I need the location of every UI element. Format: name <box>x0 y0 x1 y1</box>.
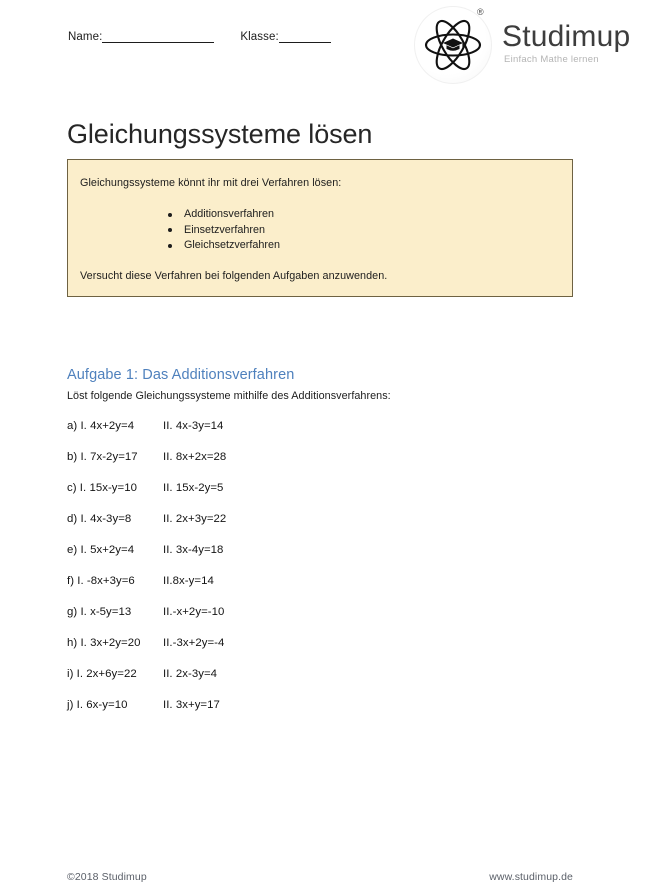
exercise-equation-1: c) I. 15x-y=10 <box>67 482 138 494</box>
registered-trademark-icon: ® <box>477 7 484 17</box>
info-box-intro: Gleichungssysteme könnt ihr mit drei Verfahren lösen: <box>80 177 342 189</box>
exercise-equation-2: II. 15x-2y=5 <box>163 482 224 494</box>
exercise-equation-1: i) I. 2x+6y=22 <box>67 668 137 680</box>
klasse-label: Klasse: <box>240 31 279 43</box>
exercise-equation-2: II. 2x-3y=4 <box>163 668 218 680</box>
logo-wordmark: Studimup <box>502 20 631 53</box>
website-link[interactable]: www.studimup.de <box>489 871 573 883</box>
exercise-equation-1: b) I. 7x-2y=17 <box>67 451 138 463</box>
studimup-logo <box>414 6 632 84</box>
list-item <box>68 207 280 223</box>
exercise-row <box>67 637 487 668</box>
exercise-equation-1: h) I. 3x+2y=20 <box>67 637 141 649</box>
page-footer <box>67 871 573 883</box>
list-item <box>68 223 280 239</box>
exercise-row <box>67 699 487 730</box>
exercise-equation-2: II. 3x-4y=18 <box>163 544 224 556</box>
exercise-equation-1: e) I. 5x+2y=4 <box>67 544 135 556</box>
exercise-row <box>67 482 487 513</box>
exercise-equation-1: d) I. 4x-3y=8 <box>67 513 132 525</box>
exercise-row <box>67 420 487 451</box>
student-fields <box>68 31 331 43</box>
info-box-outro: Versucht diese Verfahren bei folgenden Aufgaben anzuwenden. <box>80 270 388 282</box>
section-intro: Löst folgende Gleichungssysteme mithilfe des Additionsverfahrens: <box>67 390 391 402</box>
logo-tagline: Einfach Mathe lernen <box>504 54 599 65</box>
exercise-equation-2: II. 8x+2x=28 <box>163 451 227 463</box>
exercise-equation-2: II.-3x+2y=-4 <box>163 637 225 649</box>
exercise-row <box>67 513 487 544</box>
info-box <box>67 159 573 297</box>
exercise-row <box>67 544 487 575</box>
section-heading: Aufgabe 1: Das Additionsverfahren <box>67 367 295 384</box>
exercise-row <box>67 606 487 637</box>
page-title: Gleichungssysteme lösen <box>67 119 373 150</box>
exercise-row <box>67 575 487 606</box>
exercise-list <box>67 420 487 730</box>
atom-graduation-cap-icon <box>414 6 492 84</box>
exercise-equation-2: II. 4x-3y=14 <box>163 420 224 432</box>
list-item <box>68 238 280 254</box>
klasse-input[interactable] <box>279 31 331 43</box>
exercise-equation-2: II. 3x+y=17 <box>163 699 220 711</box>
exercise-equation-2: II. 2x+3y=22 <box>163 513 227 525</box>
method-label: Einsetzverfahren <box>184 223 266 236</box>
exercise-equation-1: j) I. 6x-y=10 <box>67 699 128 711</box>
method-label: Additionsverfahren <box>184 208 275 220</box>
bullet-icon <box>168 228 172 232</box>
bullet-icon <box>168 244 172 248</box>
methods-list <box>68 207 280 254</box>
exercise-row <box>67 451 487 482</box>
exercise-equation-2: II.8x-y=14 <box>163 575 214 587</box>
exercise-equation-1: g) I. x-5y=13 <box>67 606 132 618</box>
name-input[interactable] <box>102 31 214 43</box>
copyright-text: ©2018 Studimup <box>67 871 147 883</box>
name-label: Name: <box>68 31 103 43</box>
exercise-equation-1: f) I. -8x+3y=6 <box>67 575 135 587</box>
exercise-row <box>67 668 487 699</box>
exercise-equation-2: II.-x+2y=-10 <box>163 606 225 618</box>
exercise-equation-1: a) I. 4x+2y=4 <box>67 420 135 432</box>
method-label: Gleichsetzverfahren <box>184 239 281 252</box>
bullet-icon <box>168 213 172 217</box>
